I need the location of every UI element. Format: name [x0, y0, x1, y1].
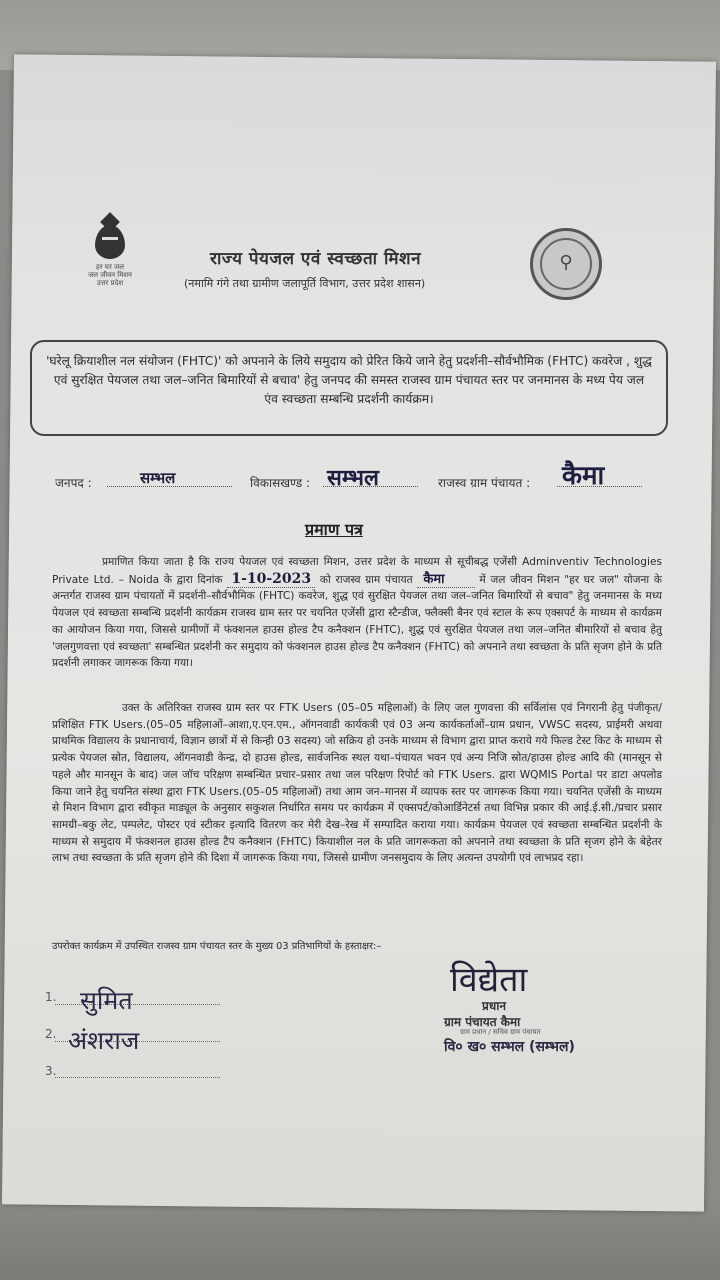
certificate-paragraph-2: उक्त के अतिरिक्त राजस्व ग्राम स्तर पर FTK Users (05–05 महिलाओं) के लिए जल गुणवत्ता की सर्विलांस एवं निगरानी हेतु पंजीकृत/प्रशिक्षित FTK Users.(05–05 महिलाओं–आशा,ए.एन.एम., ऑगनवाडी कार्यकत्री एवं 03 अन्य कार्यकर्ताओं–ग्राम प्रधान, VWSC सदस्य, प्राईमरी अथवा प्राथमिक विद्यालय के प्रधानाचार्य, विज्ञान छात्रों में से किन्ही 03 सदस्य) जो सक्रिय हो उनके माध्यम से विभाग द्वारा प्राप्त कराये गये फिल्ड टेस्ट किट के माध्यम से प्रत्येक पेयजल स्रोत, विद्यालय, ऑगनवाडी केन्द्र, दो हाउस होल्ड, सार्वजनिक स्थल यथा–पंचायत भवन एवं अन्य निजि स्रोत/हाउस होल्ड आदि की (मानसून से पहले और मानसून के बाद) जल जॉच परिक्षण सम्बन्धित प्रचार–प्रसार तथा जल परिक्षण रिपोर्ट को FTK Users. द्वारा WQMIS Portal पर डाटा अपलोड किया जाने हेतु चयनित संस्था द्वारा FTK Users.(05–05 महिलाओं) तथा आम जन–मानस में व्यापक स्तर पर जागरूक किया गया। चयनित एजेंसी के माध्यम से मिशन विभाग द्वारा स्वीकृत माड्यूल के अनुसार सकुशल निर्धारित समय पर कार्यक्रम में एक्सपर्ट/कोआर्डिनेटर्स तथा विभिन्न प्रकार की आई.ई.सी./प्रचार प्रसार सामग्री–बकु लेट, पम्पलेट, पोस्टर एवं स्टीकर इत्यादि वितरण कर मेरी देख–रेख में सम्पादित कराया गया। कार्यक्रम पेयजल एवं स्वच्छता सम्बन्धित प्रदर्शनी के माध्यम से समुदाय में फंक्शनल हाउस होल्ड टैप कनैक्शन (FHTC) कियाशील नल के प्रति जागरूकता को अपनाने तथा स्वच्छता के प्रति सृजग होने के बेहेतर लाभ तथा स्वच्छता के प्रति सृजग होने की दिशा में जागरूक किया गया, जिससे ग्रामीण जनसमुदाय के लिए अत्यन्त उपयोगी एवं लाभप्रद रहा।: [52, 702, 662, 865]
para1-text-a: प्रमाणित किया जाता है कि राज्य पेयजल एवं स्वच्छता मिशन, उत्तर प्रदेश के माध्यम से सूचीबद्ध एजेंसी Adminventiv Technologies Private Ltd. – Noida के द्वारा दिनांक: [52, 556, 662, 586]
block-value: सम्भल: [327, 465, 379, 491]
stamp-line-1: ग्राम पंचायत कैमा: [444, 1015, 521, 1029]
program-title-box: [30, 340, 668, 436]
village-value: कैमा: [417, 572, 474, 588]
para1-text-b: को राजस्व ग्राम पंचायत: [319, 573, 413, 586]
participant-number-3: 3.: [45, 1064, 57, 1078]
participant-number-2: 2.: [45, 1027, 57, 1041]
har-ghar-jal-logo: [70, 225, 150, 295]
up-government-seal: [530, 228, 602, 300]
para1-text-c: में जल जीवन मिशन "हर घर जल" योजना के अन्तर्गत राजस्व ग्राम पंचायतों में प्रदर्शनी–सौर्वभौमिक (FHTC) कवरेज, शुद्ध एवं सुरक्षित पेयजल तथा जल–जनित बिमारियों से बचाव" हेतु जनमानस के मध्य पेयजल एवं स्वच्छता सम्बन्धि प्रदर्शनी कार्यक्रम राजस्व ग्राम स्तर पर चयनित एजेंसी द्वारा स्टैन्डीज, फ्लैक्सी बैनर एवं स्टाल के रूप एक्सपर्ट के माध्यम से कार्यक्रम का आयोजन किया गया, जिससे ग्रामीणों में फंक्शनल हाउस होल्ड टैप कनैक्शन (FHTC), शुद्ध एवं सुरक्षित पेयजल तथा जल–जनित बीमारियों से बचाव हेतु 'जलगुणवत्ता एवं स्वच्छता' सम्बन्धित प्रदर्शनी कर समुदाय को फंक्शनल हाउस होल्ड टैप कनैक्शन (FHTC) को अपनाने तथा स्वच्छता के प्रति सृजग होने के प्रति प्रदर्शनी लगाकर जागरूक किया गया।: [52, 573, 663, 670]
block-label: विकासखण्ड :: [250, 476, 311, 490]
pradhan-signature-block: [420, 955, 640, 1065]
header-title: राज्य पेयजल एवं स्वच्छता मिशन: [210, 249, 422, 269]
participant-signature-1: सुमित: [80, 986, 133, 1015]
district-value: सम्भल: [140, 469, 176, 487]
panchayat-label: राजस्व ग्राम पंचायत :: [438, 476, 531, 490]
program-title-text: 'घरेलू क्रियाशील नल संयोजन (FHTC)' को अपनाने के लिये समुदाय को प्रेरित किये जाने हेतु प्रदर्शनी–सौर्वभौमिक (FHTC) कवरेज , शुद्ध एवं सुरक्षित पेयजल तथा जल–जनित बिमारियों से बचाव' हेतु जनपद की समस्त राजस्व ग्राम पंचायत स्तर पर जनमानस के मध्य पेय जल एंव स्वच्छता सम्बन्धि प्रदर्शनी कार्यक्रम।: [46, 354, 652, 406]
header-subtitle: (नमामि गंगे तथा ग्रामीण जलापूर्ति विभाग, उत्तर प्रदेश शासन): [184, 277, 426, 290]
participant-number-1: 1.: [45, 990, 57, 1004]
participants-heading: उपरोक्त कार्यक्रम में उपस्थित राजस्व ग्राम पंचायत स्तर के मुख्य 03 प्रतिभागियों के हस्ताक्षर:–: [52, 941, 382, 952]
stamp-small-text: ग्राम प्रधान / सचिव ग्राम पंचायत: [460, 1028, 541, 1036]
date-value: 1-10-2023: [227, 571, 315, 588]
certificate-paragraph-1: [52, 554, 662, 672]
panchayat-value: कैमा: [562, 461, 605, 491]
pradhan-signature: विद्येता: [450, 960, 528, 1000]
participant-signature-2: अंशराज: [68, 1026, 140, 1055]
document-title: प्रमाण पत्र: [305, 520, 363, 539]
logo-caption: हर घर जल जल जीवन मिशन उत्तर प्रदेश: [88, 263, 132, 287]
stamp-line-2: वि० ख० सम्भल (सम्भल): [444, 1039, 575, 1055]
seal-emblem-icon: ⚲: [540, 238, 592, 290]
pradhan-designation: प्रधान: [482, 999, 506, 1013]
district-label: जनपद :: [55, 476, 92, 490]
water-drop-icon: [95, 225, 125, 259]
participant-line-3: [55, 1076, 220, 1078]
